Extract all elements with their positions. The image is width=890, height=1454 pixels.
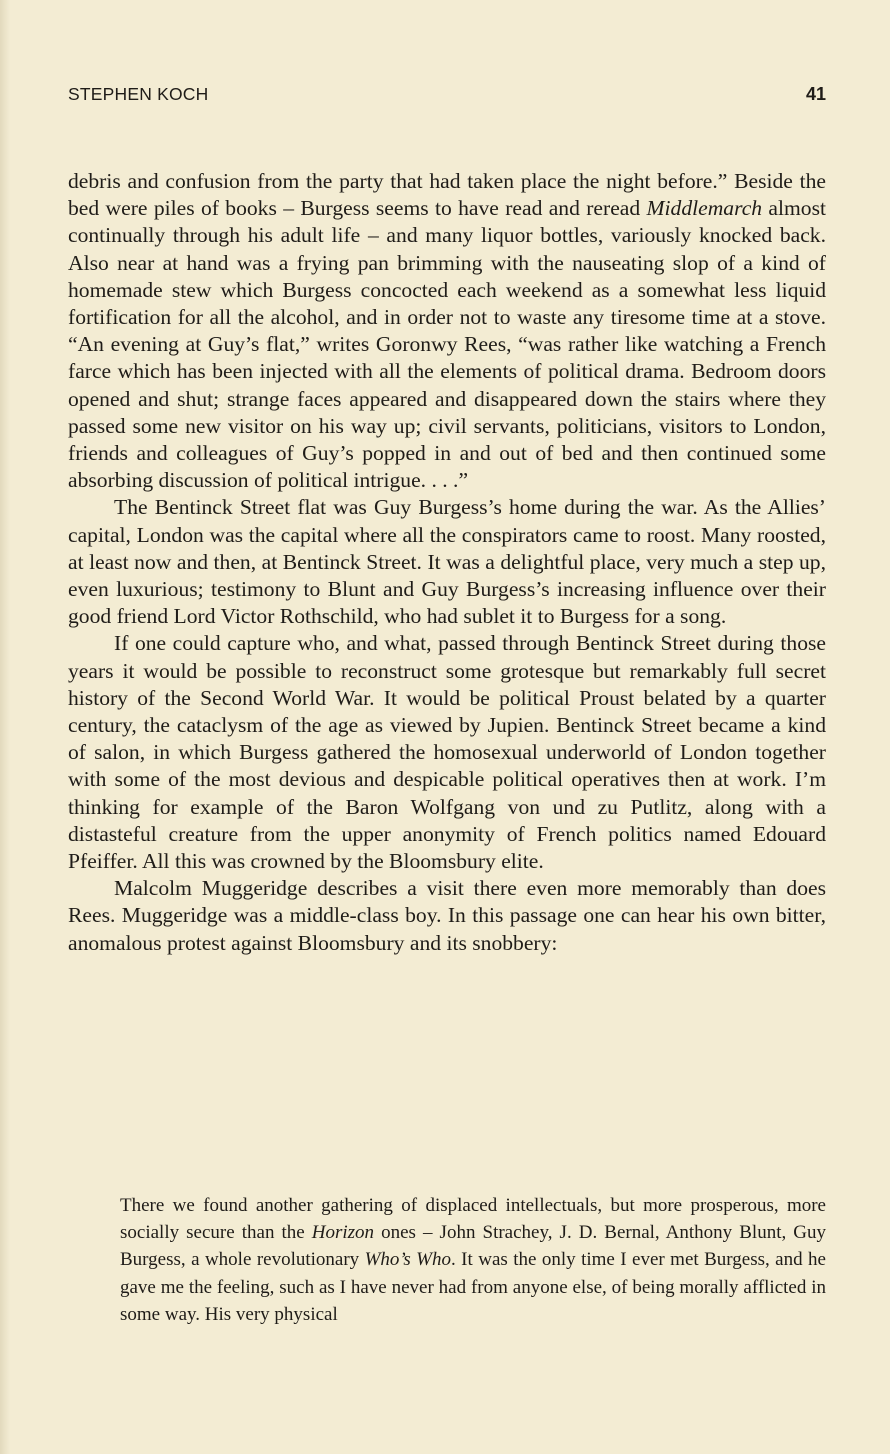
page-number: 41 [805, 84, 826, 104]
block-quote [120, 1192, 826, 1328]
body-text [68, 168, 826, 957]
paragraph-text: debris and confusion from the party that had taken place the night before.” Beside the bed were piles of books – Burgess seems to have read and reread [68, 169, 826, 221]
book-title: Middlemarch [646, 196, 763, 221]
paragraph: If one could capture who, and what, passed through Bentinck Street during those years it would be possible to reconstruct some grotesque but remarkably full secret history of the Second World War. It would be political Proust belated by a quarter century, the cataclysm of the age as viewed by Jupien. Bentinck Street became a kind of salon, in which Burgess gathered the homosexual underworld of London together with some of the most devious and despicable political operatives then at work. I’m thinking for example of the Baron Wolfgang von und zu Putlitz, along with a distasteful creature from the upper anonymity of French politics named Edouard Pfeiffer. All this was crowned by the Bloomsbury elite. [68, 631, 826, 874]
quote-segment: There we found another gathering of displaced intellectuals, but more prosperous, more socially secure than the [120, 1195, 826, 1244]
page-gutter-shadow [0, 0, 10, 1454]
paragraph: Malcolm Muggeridge describes a visit there even more memorably than does Rees. Muggeridge was a middle-class boy. In this passage one can hear his own bitter, anomalous protest against Bloomsbury and its snobbery: [68, 876, 826, 955]
paragraph-continued [68, 168, 826, 494]
page-header [68, 82, 826, 106]
quote-text [120, 1192, 826, 1328]
magazine-title: Horizon [311, 1222, 375, 1244]
paragraph: The Bentinck Street flat was Guy Burgess’s home during the war. As the Allies’ capital, London was the capital where all the conspirators came to roost. Many roosted, at least now and then, at Bentinck Street. It was a delightful place, very much a step up, even luxurious; testimony to Blunt and Guy Burgess’s increasing influence over their good friend Lord Victor Rothschild, who had sublet it to Burgess for a song. [68, 495, 826, 629]
paragraph-text: almost continually through his adult life – and many liquor bottles, variously knocked back. Also near at hand was a frying pan brimming with the nauseating slop of a kind of homemade stew which Burgess concocted each weekend as a somewhat less liquid fortification for all the alcohol, and in order not to waste any tiresome time at a stove. “An evening at Guy’s flat,” writes Goronwy Rees, “was rather like watching a French farce which has been injected with all the elements of political drama. Bedroom doors opened and shut; strange faces appeared and disappeared down the stairs where they passed some new visitor on his way up; civil servants, politicians, visitors to London, friends and colleagues of Guy’s popped in and out of bed and then continued some absorbing discussion of political intrigue. . . .” [68, 196, 826, 493]
quote-segment: . It was the only time I ever met Burgess, and he gave me the feeling, such as I have never had from anyone else, of being morally afflicted in some way. His very physical [120, 1249, 826, 1325]
quote-segment: ones – John Strachey, J. D. Bernal, Anthony Blunt, Guy Burgess, a whole revolutionary [120, 1222, 826, 1271]
running-head: STEPHEN KOCH [68, 84, 209, 104]
book-title: Who’s Who [364, 1249, 451, 1271]
